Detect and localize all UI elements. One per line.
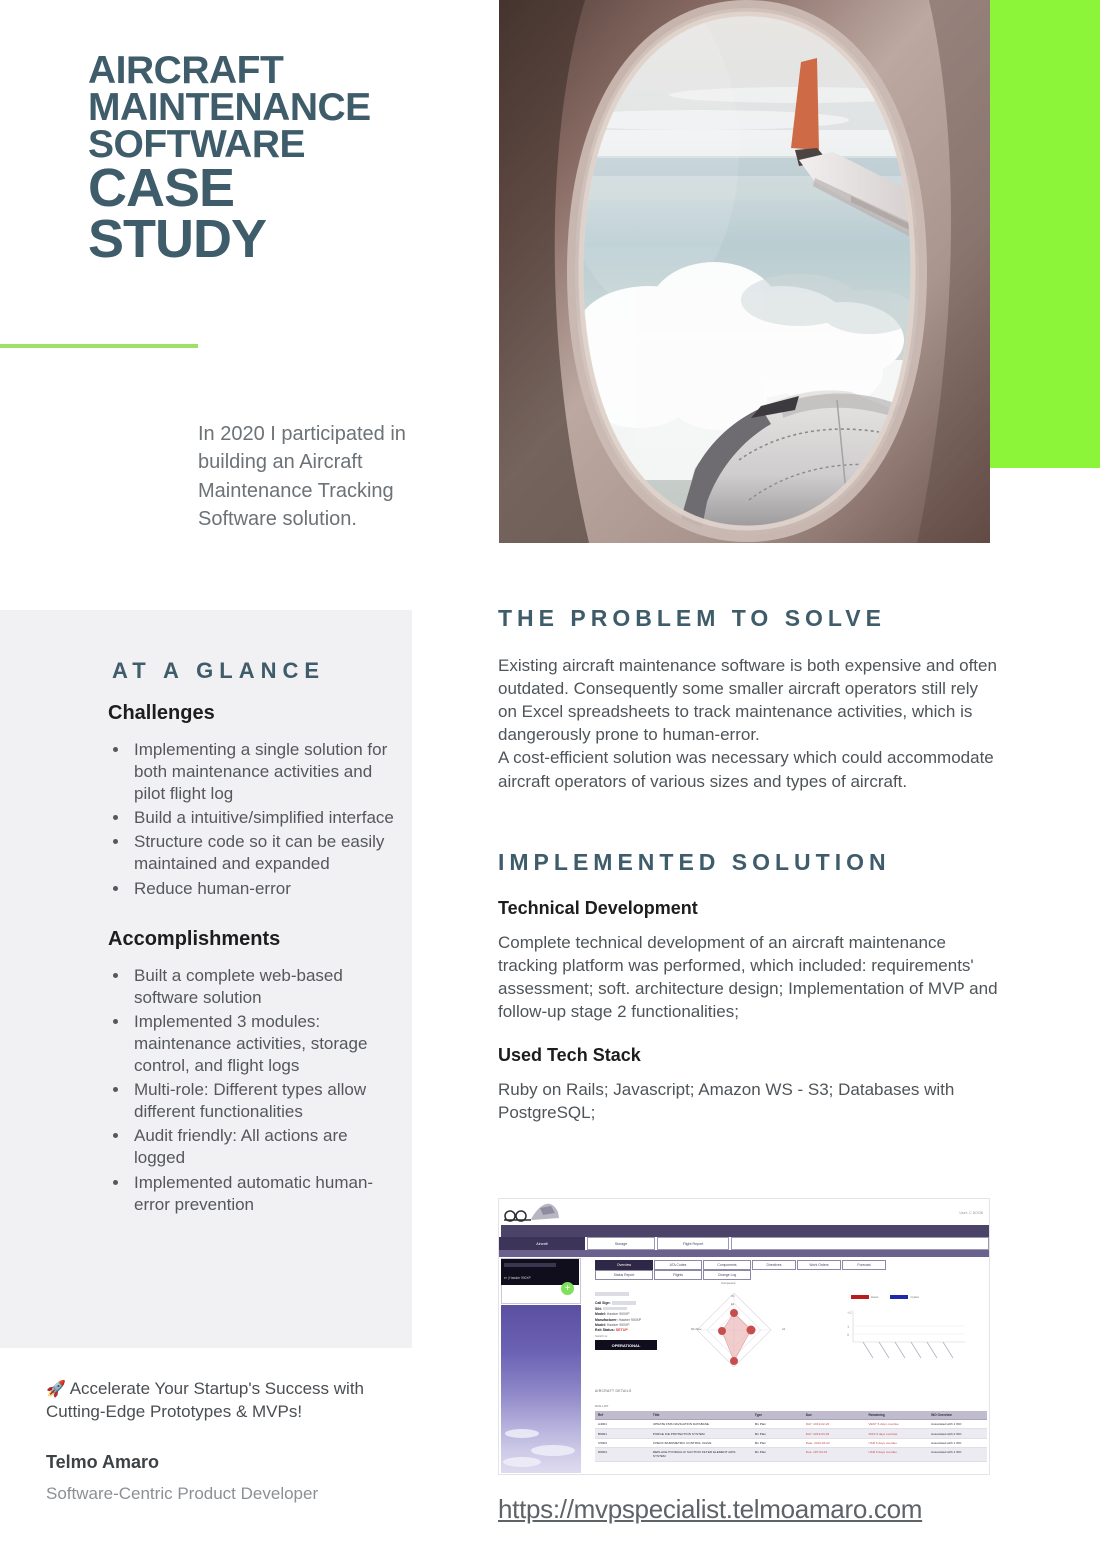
at-a-glance-panel	[0, 610, 412, 1348]
problem-heading: THE PROBLEM TO SOLVE	[498, 605, 886, 631]
app-subtab-overview[interactable]: Overview	[595, 1260, 653, 1270]
section-spacer	[108, 902, 394, 928]
status-badge: SETUP	[615, 1328, 628, 1332]
title-line-1: AIRCRAFT	[88, 49, 284, 92]
app-subtab-components[interactable]: Components	[703, 1260, 751, 1270]
app-tab-flight-report[interactable]: Flight Report	[657, 1237, 729, 1250]
radar-axis-label-minrev: Min Rev	[691, 1327, 702, 1331]
app-subtab-forecast[interactable]: Forecast	[842, 1260, 886, 1270]
col-type: Type	[752, 1411, 803, 1420]
cell-remaining: USR 6 days overdue	[865, 1438, 928, 1447]
cell-type: Mx Plan	[752, 1429, 803, 1438]
app-field-row	[595, 1301, 687, 1305]
at-a-glance-heading: AT A GLANCE	[112, 658, 326, 683]
app-field-value: Hawker 900XP	[606, 1323, 630, 1328]
accomplishments-heading: Accomplishments	[108, 927, 281, 950]
page-title	[88, 49, 488, 270]
cell-type: Mx Plan	[752, 1448, 803, 1461]
portfolio-url-link[interactable]: https://mvpspecialist.telmoamaro.com	[498, 1494, 923, 1524]
airplane-window-photo	[499, 0, 990, 543]
cloud-shape	[503, 1457, 541, 1467]
cell-due: DAY: 2019-03-02	[803, 1429, 866, 1438]
intro-paragraph: In 2020 I participated in building an Aircraft Maintenance Tracking Software solution.	[198, 423, 406, 531]
svg-text:0: 0	[847, 1332, 850, 1337]
challenges-list	[130, 739, 394, 900]
app-top-bar	[501, 1225, 989, 1237]
app-sidebar-sky-photo	[501, 1305, 581, 1473]
app-field-label: S/N:	[595, 1306, 602, 1311]
radar-axis-label-air: Air	[782, 1327, 786, 1331]
app-subtab-ata-codes[interactable]: ATA Codes	[654, 1260, 702, 1270]
bar-chart-legend	[851, 1295, 919, 1299]
cell-title: REPLACE HYDRAULIC SUCTION FILTER ELEMENT AIDS SYSTEM	[650, 1448, 752, 1461]
col-title: Title	[650, 1411, 752, 1420]
cell-ref: C5001	[595, 1438, 650, 1447]
tech-stack-heading: Used Tech Stack	[498, 1045, 641, 1066]
tech-stack-body: Ruby on Rails; Javascript; Amazon WS - S3; Databases with PostgreSQL;	[498, 1080, 955, 1123]
tagline-row	[46, 1378, 426, 1424]
problem-paragraph-2: A cost-efficient solution was necessary which could accommodate aircraft operators of various sizes and types of aircraft.	[498, 748, 994, 791]
app-subtab-status-report[interactable]: Status Report	[595, 1270, 653, 1280]
author-role: Software-Centric Product Developer	[46, 1483, 319, 1503]
app-tab-spacer	[731, 1237, 989, 1250]
app-field-value: Hawker 900XP	[618, 1317, 642, 1322]
cell-due: DAY: 2019-02-20	[803, 1420, 866, 1429]
cell-title: PURGE ICE PROTECTION SYSTEM	[650, 1429, 752, 1438]
list-item: • Reduce human-error	[130, 878, 394, 900]
cell-type: Mx Plan	[752, 1420, 803, 1429]
technical-development-heading: Technical Development	[498, 897, 698, 918]
list-item: • Build a intuitive/simplified interface	[130, 807, 394, 829]
table-row[interactable]	[595, 1438, 987, 1447]
radar-axis-label-el: EL	[731, 1302, 735, 1306]
title-line-5: STUDY	[88, 209, 267, 270]
legend-label-cycles: Cycles	[910, 1295, 919, 1299]
challenges-heading: Challenges	[108, 702, 215, 724]
cell-ref: A4001	[595, 1420, 650, 1429]
app-screenshot-thumbnail	[498, 1198, 990, 1475]
cell-ref: D8001	[595, 1448, 650, 1461]
app-field-label: Model:	[595, 1323, 606, 1328]
col-wo: WO Overview	[928, 1411, 987, 1420]
green-accent-block	[990, 0, 1100, 468]
app-sub-bar	[499, 1250, 990, 1257]
author-footer	[46, 1378, 426, 1506]
app-main-tabbar	[499, 1237, 990, 1250]
app-subtab-change-log[interactable]: Change Log	[703, 1270, 751, 1280]
cell-remaining: USR 6 days overdue	[865, 1448, 928, 1461]
subsection-gap	[498, 1023, 998, 1045]
list-item: • Built a complete web-based software solution	[130, 965, 394, 1009]
table-row[interactable]	[595, 1448, 987, 1461]
app-subtab-work-orders[interactable]: Work Orders	[797, 1260, 841, 1270]
tagline-text: Accelerate Your Startup's Success with Cutting-Edge Prototypes & MVPs!	[46, 1379, 365, 1421]
app-aircraft-fields	[595, 1292, 687, 1329]
app-field-mask	[612, 1301, 636, 1304]
col-remaining: Remaining	[865, 1411, 928, 1420]
cell-wo: Associated with 1 WO	[928, 1448, 987, 1461]
technical-development-body: Complete technical development of an aircraft maintenance tracking platform was performed, which included: requirements' assessment; soft. architecture design; Implementation of MVP and follow-up stage 2 functionalities;	[498, 932, 998, 1021]
section-gap	[498, 793, 998, 849]
app-exit-status-row	[595, 1328, 628, 1332]
due-list-table	[595, 1411, 987, 1462]
title-line-2: MAINTENANCE	[88, 86, 371, 130]
radar-axis-label-oil: Oil	[731, 1294, 735, 1298]
app-field-value: Hawker 900XP	[606, 1312, 630, 1317]
cloud-shape	[505, 1429, 539, 1438]
app-field-redacted	[595, 1292, 629, 1296]
app-field-row	[595, 1318, 687, 1322]
cell-type: Mx Plan	[752, 1438, 803, 1447]
app-field-label: Manufacturer:	[595, 1317, 618, 1322]
cell-due: Due: 19?-03-01	[803, 1448, 866, 1461]
list-item: • Audit friendly: All actions are logged	[130, 1125, 394, 1169]
app-subtab-flights[interactable]: Flights	[654, 1270, 702, 1280]
app-switch-label: Switch to:	[595, 1334, 609, 1338]
app-card-redacted-line	[504, 1263, 556, 1267]
app-user-label: User: C.DOOB	[959, 1211, 983, 1215]
legend-label-hours: Hours	[871, 1295, 879, 1299]
app-sub-tabs	[595, 1260, 871, 1282]
app-tab-aircraft[interactable]: Aircraft	[499, 1237, 585, 1250]
cell-ref: B6001	[595, 1429, 650, 1438]
app-field-row	[595, 1323, 687, 1327]
table-row[interactable]	[595, 1429, 987, 1438]
col-due: Due	[803, 1411, 866, 1420]
list-item: • Implemented 3 modules: maintenance activities, storage control, and flight logs	[130, 1011, 394, 1077]
list-item: • Implemented automatic human-error prevention	[130, 1172, 394, 1216]
cell-due: Date: 2019-03-22	[803, 1438, 866, 1447]
app-exit-status-label: Exit Status:	[595, 1328, 615, 1332]
cell-wo: Associated with 2 WO	[928, 1429, 987, 1438]
app-field-row	[595, 1312, 687, 1316]
radar-axis-label-component: Component	[721, 1281, 736, 1285]
app-card-model-label: er | Hawker 900XP	[504, 1276, 531, 1280]
title-line-4: CASE	[88, 158, 235, 219]
title-line-3: SOFTWARE	[88, 123, 305, 167]
table-row[interactable]	[595, 1420, 987, 1429]
app-operational-button[interactable]: OPERATIONAL	[595, 1340, 657, 1350]
app-subtab-directives[interactable]: Directives	[752, 1260, 796, 1270]
list-item: • Multi-role: Different types allow different functionalities	[130, 1079, 394, 1123]
cell-wo: Associated with 1 WO	[928, 1420, 987, 1429]
cell-title: UPDATE FMS NAVIGATION DATABASE	[650, 1420, 752, 1429]
app-due-list-title: DUE LIST	[595, 1404, 609, 1408]
radar-chart	[689, 1285, 779, 1375]
cloud-shape	[531, 1445, 575, 1456]
app-field-mask	[603, 1307, 627, 1310]
app-field-label: Call Sign:	[595, 1301, 611, 1305]
solution-heading: IMPLEMENTED SOLUTION	[498, 848, 891, 875]
cell-remaining: 2019 6 days overdue	[865, 1429, 928, 1438]
add-aircraft-icon[interactable]: +	[561, 1282, 574, 1295]
list-item: • Structure code so it can be easily maintained and expanded	[130, 831, 394, 875]
svg-text:+2: +2	[847, 1310, 852, 1315]
list-item: • Implementing a single solution for both maintenance activities and pilot flight log	[130, 739, 394, 805]
app-logo-icon	[503, 1201, 563, 1223]
cell-remaining: VERY 6 days overdue	[865, 1420, 928, 1429]
problem-paragraph-1: Existing aircraft maintenance software is both expensive and often outdated. Consequently some smaller aircraft operators still rely on Excel spreadsheets to track maintenance activities, which is dangerously prone to human-error.	[498, 656, 997, 745]
cell-wo: Associated with 1 WO	[928, 1438, 987, 1447]
legend-entry-hours	[851, 1295, 878, 1299]
airplane-window-illustration	[499, 0, 990, 543]
legend-swatch-cycles	[890, 1295, 908, 1299]
legend-swatch-hours	[851, 1295, 869, 1299]
bar-chart	[839, 1304, 969, 1364]
col-ref: Ref	[595, 1411, 650, 1420]
legend-entry-cycles	[890, 1295, 918, 1299]
svg-text:1: 1	[847, 1324, 850, 1329]
right-content-column	[498, 605, 998, 1124]
accomplishments-list	[130, 965, 394, 1216]
app-tab-storage[interactable]: Storage	[587, 1237, 655, 1250]
rocket-icon: 🚀	[46, 1381, 66, 1398]
app-field-row	[595, 1307, 687, 1311]
table-header-row	[595, 1411, 987, 1420]
cell-title: CHECK BAROMETRIC CONTROL VALVE	[650, 1438, 752, 1447]
app-aircraft-details-title: AIRCRAFT DETAILS	[595, 1389, 632, 1393]
title-underline-rule	[0, 344, 198, 348]
author-name: Telmo Amaro	[46, 1451, 160, 1472]
app-field-label: Model:	[595, 1312, 606, 1317]
